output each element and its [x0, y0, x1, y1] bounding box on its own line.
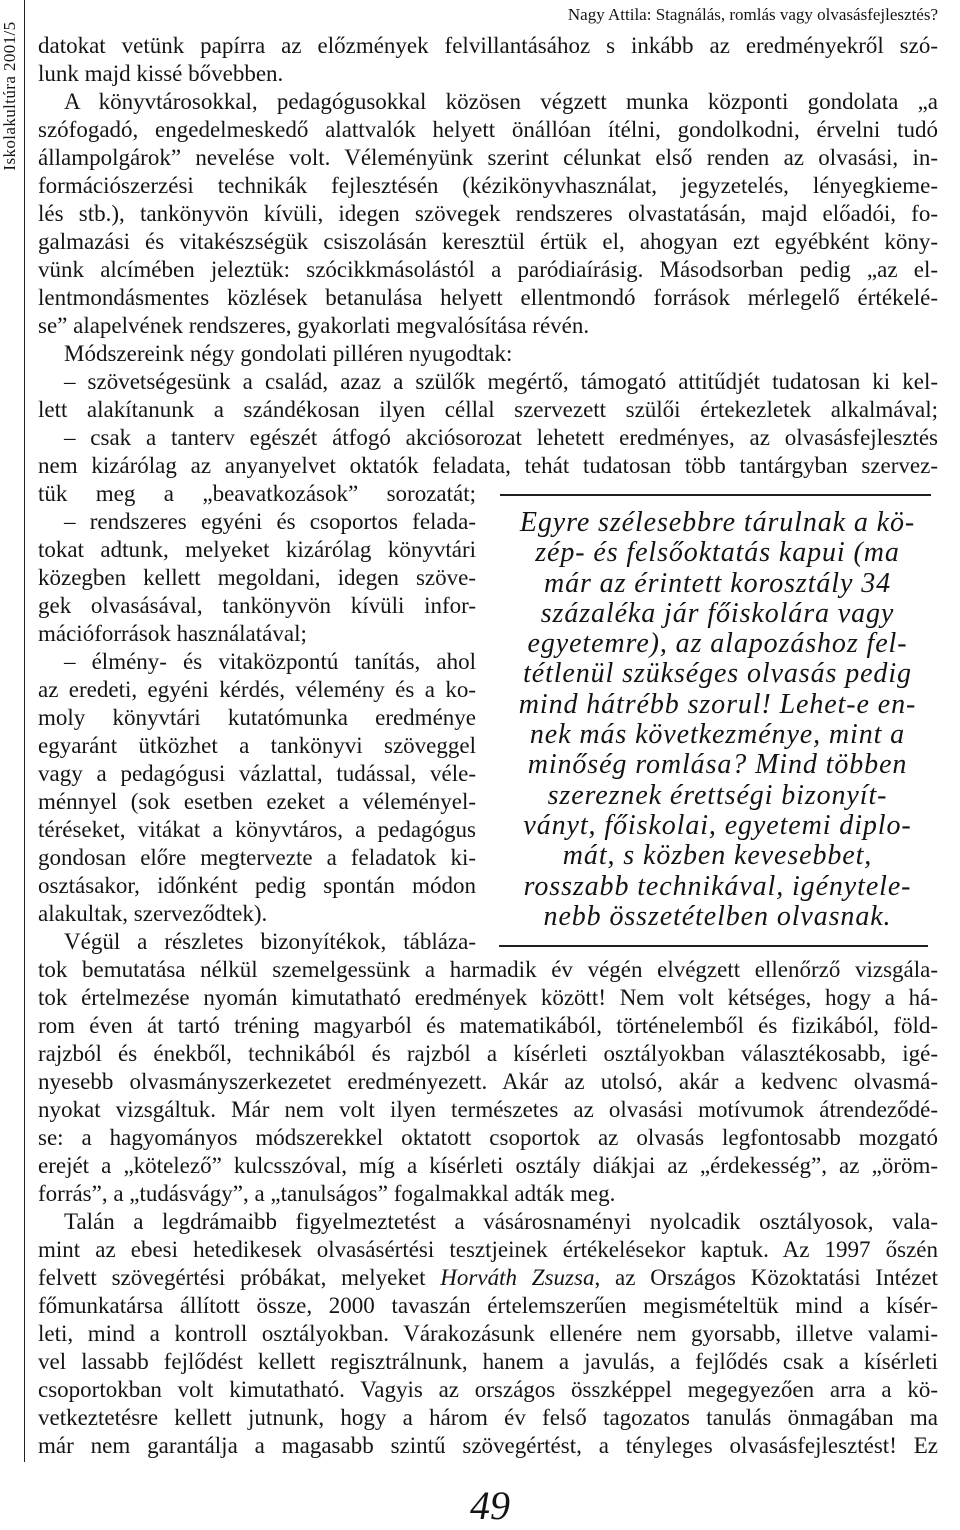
text-line: vagy a pedagógusi vázlattal, tudással, véle-: [38, 761, 476, 786]
text-line: tok bemutatása nélkül szemelgessünk a harmadik év végén elvégzett ellenőrző vizsgála-: [38, 957, 938, 982]
pull-quote-line: szereznek érettségi bizonyít-: [547, 779, 888, 811]
text-line: mint az ebesi hetedikesek olvasásértési tesztjeinek értékelésekor kaptuk. Az 1997 őszén: [38, 1237, 938, 1262]
text-line: már nem garantálja a magasabb szintű szövegértést, a tényleges olvasásfejlesztést! Ez: [38, 1433, 938, 1458]
text-line: gondosan előre megtervezte a feladatok ki-: [38, 845, 476, 870]
paragraph: [38, 88, 938, 340]
text-line: téréseket, vitákat a könyvtáros, a pedagógus: [38, 817, 476, 842]
pull-quote-line: mát, s közben kevesebbet,: [562, 840, 873, 872]
text-line: ménnyel (sok esetben ezeket a véleményel-: [38, 789, 476, 814]
text-line: Módszereink négy gondolati pilléren nyugodtak:: [64, 341, 513, 366]
text-line: – szövetségesünk a család, azaz a szülők megértő, támogató attitűdjét tudatosan ki kel-: [64, 369, 938, 394]
text-line: mációforrások használatával;: [38, 621, 307, 646]
pull-quote-line: zép- és felsőoktatás kapui (ma: [535, 537, 900, 569]
text-line: állampolgárok” nevelése volt. Véleményünk szerint célunkat első renden az olvasási, in-: [38, 145, 938, 170]
pull-quote: [505, 508, 930, 932]
author-name-italic: Horváth Zsuzsa: [440, 1265, 595, 1290]
text-line: Végül a részletes bizonyítékok, tábláza-: [64, 929, 476, 954]
text-segment: , az Országos Közoktatási Intézet: [594, 1265, 938, 1290]
text-line: forrás”, a „tudásvágy”, a „tanulságos” fogalmakkal adták meg.: [38, 1181, 616, 1206]
text-line: – csak a tanterv egészét átfogó akciósorozat lehetett eredményes, az olvasásfejlesztés: [64, 425, 938, 450]
text-line: se” alapelvének rendszeres, gyakorlati megvalósítása révén.: [38, 313, 590, 338]
text-line: vetkeztetésre kellett jutnunk, hogy a három év felső tagozatos tanulás önmagában ma: [38, 1405, 938, 1430]
paragraph: [38, 340, 938, 368]
pull-quote-line: nek más következménye, mint a: [529, 719, 906, 751]
text-line: lett alakítanunk a szándékosan ilyen céllal szervezett szülői értekezletek alkalmával;: [38, 397, 938, 422]
text-line: nyokat vizsgáltuk. Már nem volt ilyen természetes az olvasási motívumok átrendeződé-: [38, 1097, 938, 1122]
text-line: lés stb.), tankönyvön kívüli, idegen szövegek rendszeres olvastatásán, majd előadói, fo-: [38, 201, 938, 226]
text-line: tük meg a „beavatkozások” sorozatát;: [38, 481, 476, 506]
pull-quote-line: tétlenül szükséges olvasás pedig: [523, 658, 912, 690]
text-line: vünk alcímében jeleztük: szócikkmásolástól a paródiaírásig. Másodsorban pedig „az el-: [38, 257, 938, 282]
paragraph: [38, 928, 938, 1208]
text-line: gek olvasásával, tankönyvön kívüli infor-: [38, 593, 476, 618]
pull-quote-line: egyetemre), az alapozáshoz fel-: [527, 628, 908, 660]
text-line: osztásakor, időnként pedig spontán módon: [38, 873, 476, 898]
journal-issue-label: Iskolakultúra 2001/5: [0, 21, 19, 171]
text-line: vel lassabb fejlődést kellett regisztrálnunk, hanem a javulás, a fejlődés csak a kísérleti: [38, 1349, 938, 1374]
text-line: leti, mind a kontroll osztályokban. Várakozásunk ellenére nem gyorsabb, illetve valami-: [38, 1321, 938, 1346]
text-line: erejét a „kötelező” kulcsszóval, míg a kísérleti osztály diákjai az „érdekesség”, az „öröm-: [38, 1153, 938, 1178]
text-line: nem kizárólag az anyanyelvet oktatók feladata, tehát tudatosan több tantárgyban szervez-: [38, 453, 938, 478]
text-line: az eredeti, egyéni kérdés, vélemény és a ko-: [38, 677, 476, 702]
margin-rule: [24, 0, 25, 1462]
text-line: [38, 1264, 938, 1292]
text-line: galmazási és vitakészségük csiszolásán keresztül értük el, ahogyan ezt egyébként köny-: [38, 229, 938, 254]
text-line: közegben kellett megoldani, idegen szöve-: [38, 565, 476, 590]
text-line: főmunkatársa állított össze, 2000 tavaszán értelemszerűen megismételtük mind a kísér-: [38, 1293, 938, 1318]
text-line: alakultak, szerveződtek).: [38, 901, 268, 926]
paragraph-continued: [38, 32, 938, 88]
text-line: szófogadó, engedelmeskedő alattvalók helyett önállóan ítélni, gondolkodni, érvelni tudó: [38, 117, 938, 142]
text-line: lunk majd kissé bővebben.: [38, 61, 284, 86]
pull-quote-line: Egyre szélesebbre tárulnak a kö-: [519, 507, 916, 538]
text-line: rom éven át tartó tréning magyarból és matematikából, történelemből és fizikából, föld-: [38, 1013, 938, 1038]
text-line: – élmény- és vitaközpontú tanítás, ahol: [64, 649, 476, 674]
text-line: moly könyvtári kutatómunka eredménye: [38, 705, 476, 730]
pull-quote-line: százaléka jár főiskolára vagy: [540, 597, 895, 629]
pull-quote-top-rule: [500, 494, 931, 496]
text-line: csoportokban volt kimutatható. Vagyis az országos összképpel megegyezően arra a kö-: [38, 1377, 938, 1402]
text-line: tokat adtunk, melyeket kizárólag könyvtári: [38, 537, 476, 562]
text-line: egyaránt ütközhet a tankönyvi szöveggel: [38, 733, 476, 758]
text-line: formációszerzési technikák fejlesztésén (kézikönyvhasználat, jegyzetelés, lényegkieme-: [38, 173, 938, 198]
text-line: lentmondásmentes közlések betanulása helyett ellentmondó források mérlegelő értékelé-: [38, 285, 938, 310]
text-line: rajzból és énekből, technikából és rajzból a kísérleti osztályokban választékosabb, igé-: [38, 1041, 938, 1066]
running-head: Nagy Attila: Stagnálás, romlás vagy olvasásfejlesztés?: [567, 5, 938, 24]
text-line: datokat vetünk papírra az előzmények felvillantásához s inkább az eredményekről szó-: [38, 33, 938, 58]
text-line: nyesebb olvasmányszerkezetet eredményezett. Akár az utolsó, akár a kedvenc olvasmá-: [38, 1069, 938, 1094]
pull-quote-line: mind hátrébb szorul! Lehet-e en-: [518, 688, 917, 720]
text-line: A könyvtárosokkal, pedagógusokkal közösen végzett munka központi gondolata „a: [64, 89, 938, 114]
pull-quote-line: már az érintett korosztály 34: [543, 567, 892, 599]
text-line: tok értelmezése nyomán kimutatható eredmények között! Nem volt kétséges, hogy a há-: [38, 985, 938, 1010]
paragraph: [38, 368, 938, 424]
paragraph: [38, 1208, 938, 1460]
text-line: se: a hagyományos módszerekkel oktatott csoportok az olvasás legfontosabb mozgató: [38, 1125, 938, 1150]
text-segment: felvett szövegértési próbákat, melyeket: [38, 1265, 441, 1290]
pull-quote-line: ványt, főiskolai, egyetemi diplo-: [523, 809, 912, 841]
pull-quote-line: rosszabb technikával, igénytele-: [523, 870, 912, 902]
pull-quote-bottom-rule: [499, 945, 928, 947]
page-number: 49: [470, 1483, 510, 1528]
text-line: Talán a legdrámaibb figyelmeztetést a vásárosnaményi nyolcadik osztályosok, vala-: [64, 1209, 938, 1234]
pull-quote-line: minőség romlása? Mind többen: [527, 749, 908, 781]
text-line: – rendszeres egyéni és csoportos felada-: [64, 509, 476, 534]
pull-quote-line: nebb összetételben olvasnak.: [543, 900, 892, 932]
